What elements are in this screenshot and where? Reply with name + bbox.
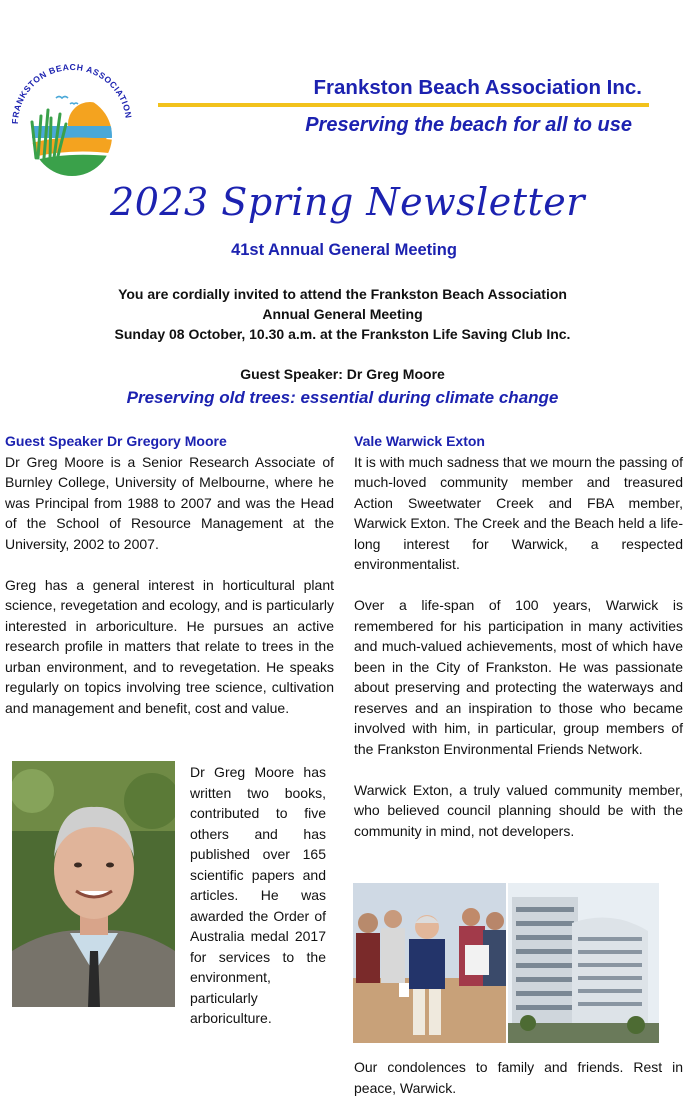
guest-speaker-line: Guest Speaker: Dr Greg Moore: [240, 366, 445, 382]
header-divider: [158, 103, 649, 107]
article-paragraph: Dr Greg Moore is a Senior Research Associate of Burnley College, University of Melbourne, where he was Principal from 1988 to 2007 and was the Head of the School of Resource Management at the University, 2002 to 2007.: [5, 453, 334, 552]
organisation-tagline: Preserving the beach for all to use: [305, 114, 632, 136]
invite-line: Sunday 08 October, 10.30 a.m. at the Frankston Life Saving Club Inc.: [114, 326, 571, 342]
article-paragraph: Greg has a general interest in horticultural plant science, revegetation and ecology, and is particularly interested in arboriculture. He pursues an active research profile in matters that relate to trees in the urban environment, and to revegetation. He speaks regularly on topics involving tree science, cultivation and management and benefit, cost and value.: [5, 576, 334, 716]
building-render-photo: [508, 883, 659, 1043]
agm-title: 41st Annual General Meeting: [231, 241, 457, 259]
newsletter-title: 2023 Spring Newsletter: [110, 180, 585, 224]
association-logo: [8, 58, 136, 182]
invite-line: You are cordially invited to attend the Frankston Beach Association: [118, 286, 567, 302]
logo-text: FRANKSTON BEACH ASSOCIATION: [9, 61, 134, 125]
talk-title: Preserving old trees: essential during climate change: [126, 388, 559, 407]
article-paragraph: Over a life-span of 100 years, Warwick is remembered for his participation in many activities and much-valued achievements, most of which have been in the City of Frankston. He was passionate about preserving and protecting the waterways and reserves and an inspiration to those who became involved with him, in particular, group members of the Frankston Environmental Friends Network.: [354, 597, 683, 757]
guest-speaker-article: [5, 431, 334, 739]
portrait-photo: [12, 761, 175, 1007]
condolence-text: Our condolences to family and friends. Rest in peace, Warwick.: [354, 1059, 683, 1096]
speaker-bio-text: Dr Greg Moore has written two books, contributed to five others and has published over 165 scientific papers and articles. He was awarded the Order of Australia medal 2017 for services to the environment, particularly arboriculture.: [190, 764, 326, 1026]
article-paragraph: Warwick Exton, a truly valued community member, who believed council planning should be with the community in mind, not developers.: [354, 781, 683, 839]
agm-invitation: [0, 284, 685, 344]
article-heading: Guest Speaker Dr Gregory Moore: [5, 433, 227, 449]
organisation-name: Frankston Beach Association Inc.: [313, 76, 642, 99]
community-gathering-photo: [353, 883, 506, 1043]
invite-line: Annual General Meeting: [262, 306, 423, 322]
article-paragraph: It is with much sadness that we mourn the passing of much-loved community member and treasured Action Sweetwater Creek and FBA member, Warwick Exton. The Creek and the Beach held a life-long interest for Warwick, a respected environmentalist.: [354, 453, 683, 572]
obituary-article: [354, 431, 683, 862]
article-heading: Vale Warwick Exton: [354, 433, 485, 449]
